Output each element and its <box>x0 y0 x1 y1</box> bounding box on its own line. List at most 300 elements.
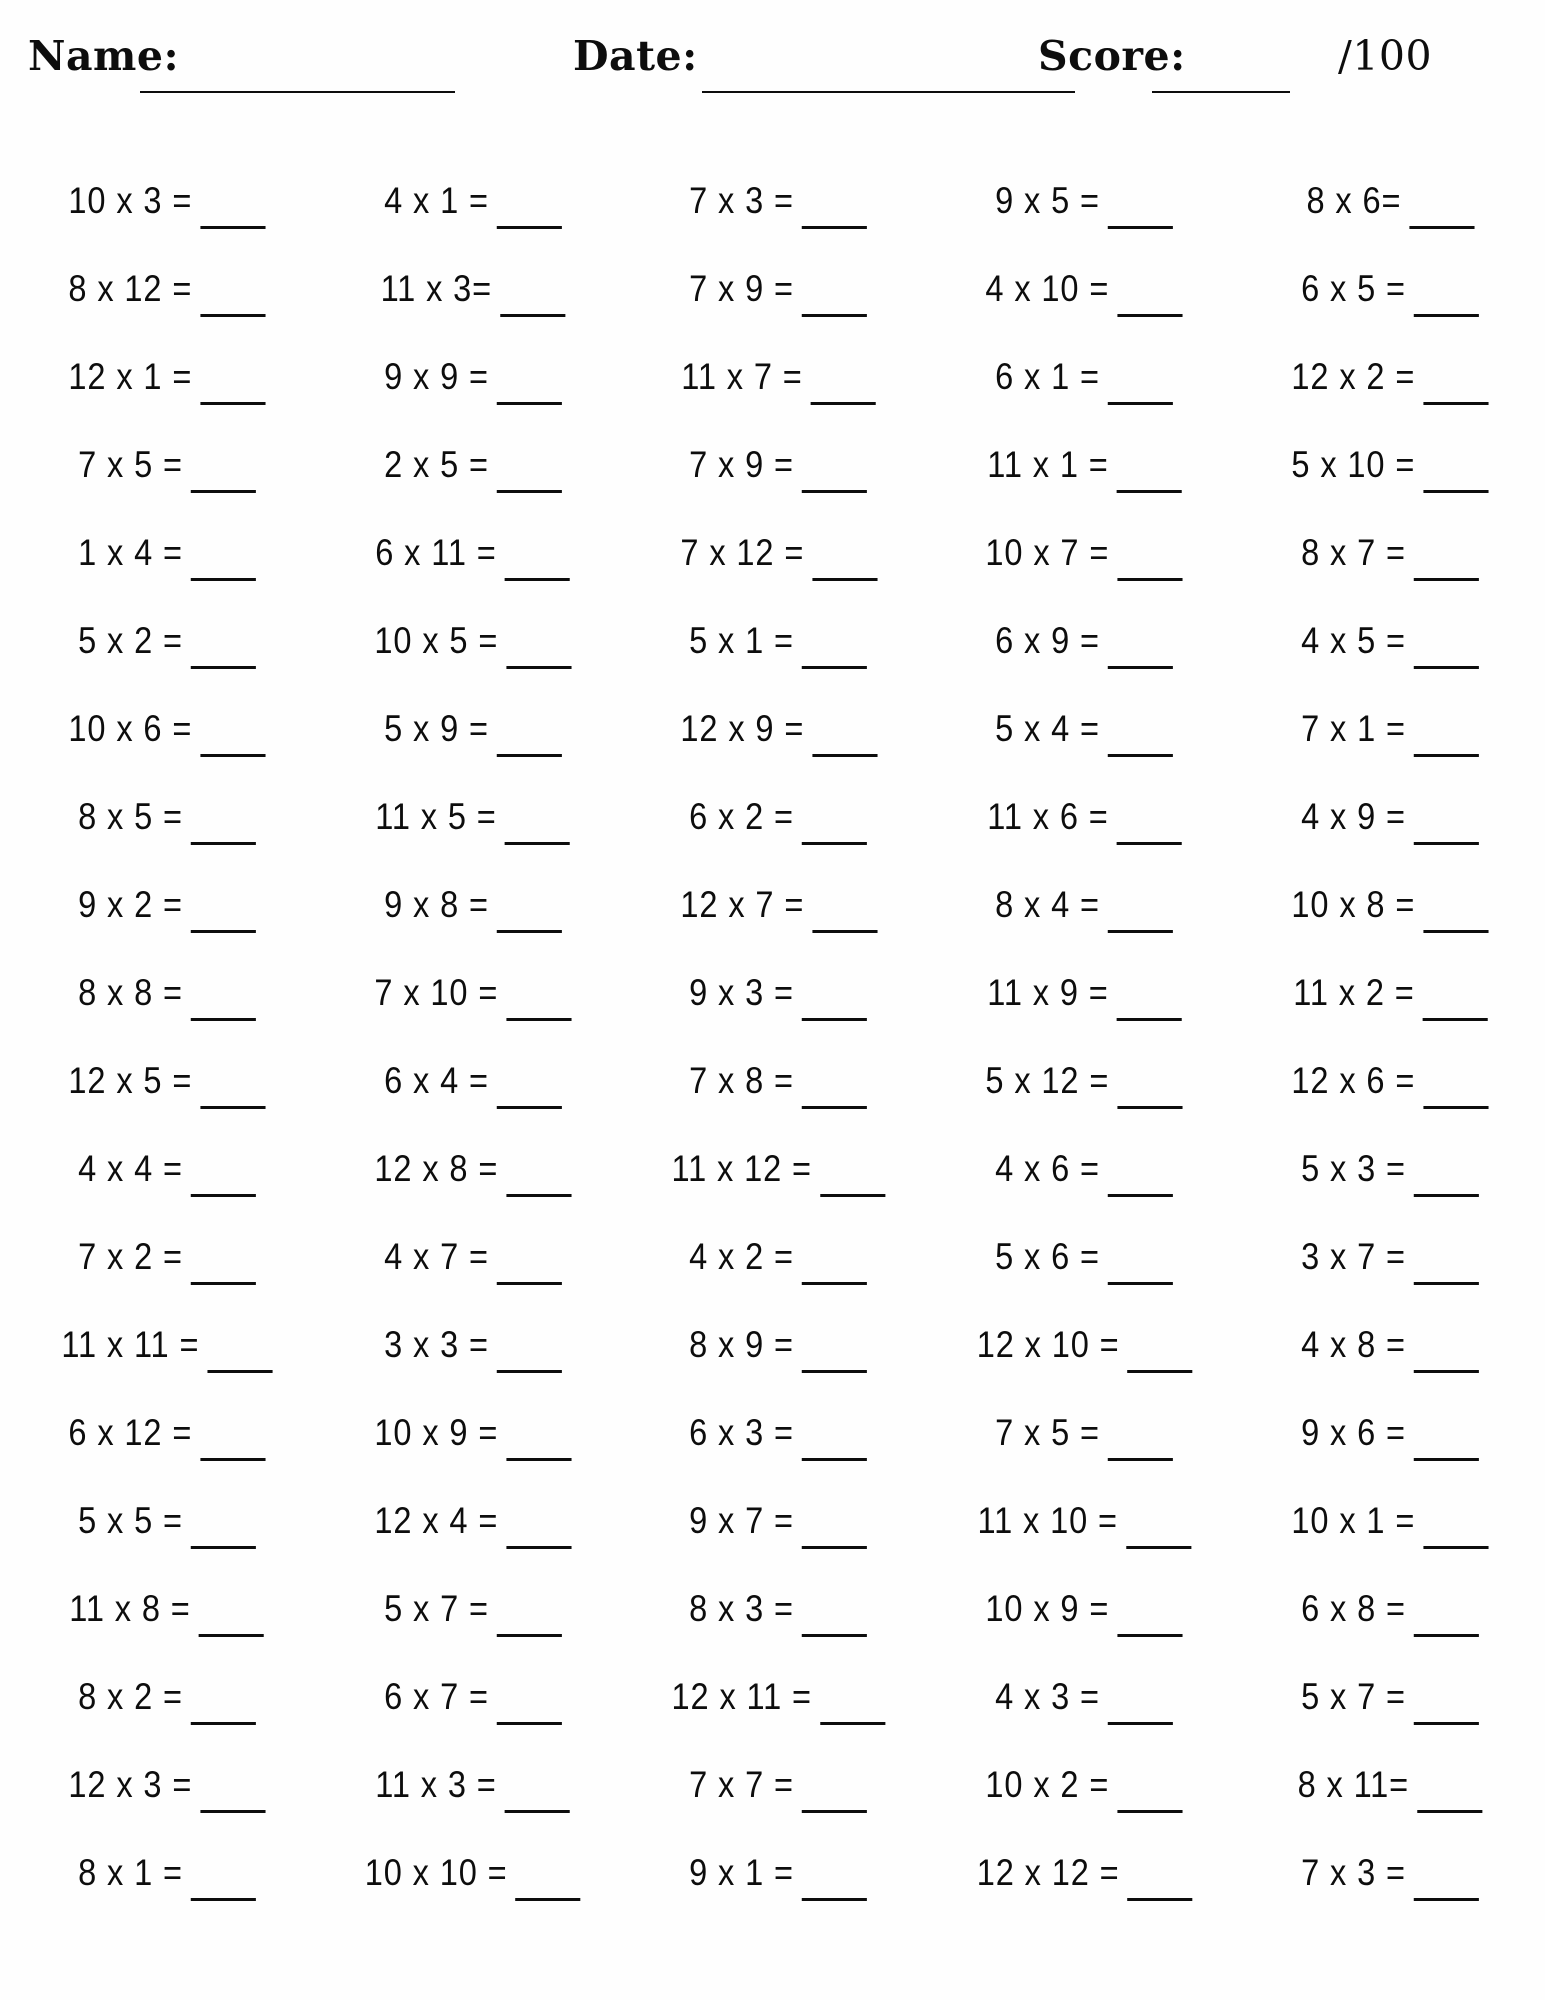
score-label: Score: <box>1038 32 1186 80</box>
answer-blank[interactable] <box>1108 666 1173 669</box>
problem-cell <box>1278 444 1502 493</box>
problem-text: 6 x 5 = <box>1301 267 1406 309</box>
problem-cell <box>667 532 891 581</box>
problem-cell <box>677 1852 879 1901</box>
problem-cell <box>55 1412 279 1461</box>
answer-blank[interactable] <box>497 1722 562 1725</box>
problem-text: 3 x 7 = <box>1301 1235 1406 1277</box>
problem-cell <box>1289 532 1491 581</box>
answer-blank[interactable] <box>1116 1018 1181 1021</box>
answer-blank[interactable] <box>1108 754 1173 757</box>
problem-cell <box>677 1764 879 1813</box>
problem-text: 4 x 6 = <box>995 1147 1101 1189</box>
problem-text: 12 x 10 = <box>976 1323 1120 1365</box>
answer-blank[interactable] <box>802 1898 867 1901</box>
answer-blank[interactable] <box>1423 490 1488 493</box>
answer-blank[interactable] <box>200 754 265 757</box>
problem-text: 6 x 2 = <box>689 795 795 837</box>
problem-cell <box>677 972 879 1021</box>
problem-cell <box>1289 1852 1491 1901</box>
answer-blank[interactable] <box>1118 1634 1183 1637</box>
problem-text: 2 x 5 = <box>383 443 489 485</box>
problem-text: 7 x 1 = <box>1301 707 1406 749</box>
answer-blank[interactable] <box>1414 754 1479 757</box>
problem-text: 12 x 7 = <box>680 883 804 925</box>
problem-text: 5 x 4 = <box>995 707 1101 749</box>
answer-blank[interactable] <box>1108 1282 1173 1285</box>
problem-text: 4 x 4 = <box>77 1147 183 1189</box>
problem-text: 5 x 6 = <box>995 1235 1101 1277</box>
answer-blank[interactable] <box>1423 930 1488 933</box>
problem-text: 11 x 9 = <box>987 971 1109 1013</box>
problem-cell <box>983 180 1185 229</box>
problem-text: 12 x 4 = <box>374 1499 499 1541</box>
answer-blank[interactable] <box>1414 314 1479 317</box>
answer-blank[interactable] <box>1108 402 1173 405</box>
answer-blank[interactable] <box>1423 1546 1488 1549</box>
problem-text: 6 x 8 = <box>1301 1587 1406 1629</box>
answer-blank[interactable] <box>1414 578 1479 581</box>
answer-blank[interactable] <box>506 666 571 669</box>
answer-blank[interactable] <box>802 1282 867 1285</box>
problem-cell <box>1278 1060 1502 1109</box>
problem-cell <box>55 1764 279 1813</box>
problem-cell <box>1278 1500 1502 1549</box>
answer-blank[interactable] <box>1414 1282 1479 1285</box>
answer-blank[interactable] <box>802 1370 867 1373</box>
problem-cell <box>1289 620 1491 669</box>
problem-text: 4 x 10 = <box>985 267 1110 309</box>
problem-cell <box>1295 180 1486 229</box>
problem-text: 7 x 9 = <box>689 267 795 309</box>
problem-text: 4 x 3 = <box>995 1675 1101 1717</box>
problem-text: 12 x 9 = <box>680 707 804 749</box>
answer-blank[interactable] <box>1414 1370 1479 1373</box>
answer-blank[interactable] <box>802 1018 867 1021</box>
problem-text: 7 x 8 = <box>689 1059 795 1101</box>
answer-blank[interactable] <box>191 1722 256 1725</box>
problem-text: 8 x 7 = <box>1301 531 1406 573</box>
problem-cell <box>668 356 889 405</box>
problem-text: 4 x 2 = <box>689 1235 795 1277</box>
problem-text: 9 x 7 = <box>689 1499 795 1541</box>
problem-text: 5 x 10 = <box>1291 443 1416 485</box>
problem-text: 11 x 12 = <box>671 1147 813 1189</box>
problem-cell <box>55 356 279 405</box>
problem-text: 3 x 3 = <box>383 1323 489 1365</box>
answer-blank[interactable] <box>500 314 565 317</box>
answer-blank[interactable] <box>1108 1458 1173 1461</box>
answer-blank[interactable] <box>505 578 570 581</box>
date-label: Date: <box>573 32 698 80</box>
problem-cell <box>677 1412 879 1461</box>
answer-blank[interactable] <box>802 842 867 845</box>
problem-cell <box>372 1676 574 1725</box>
problem-text: 5 x 9 = <box>383 707 489 749</box>
score-write-in-line[interactable] <box>1152 91 1290 93</box>
problem-text: 5 x 1 = <box>689 619 795 661</box>
answer-blank[interactable] <box>191 1282 256 1285</box>
problem-text: 8 x 9 = <box>689 1323 795 1365</box>
answer-blank[interactable] <box>515 1898 580 1901</box>
problem-cell <box>66 884 268 933</box>
problem-cell <box>372 1236 574 1285</box>
problem-text: 5 x 5 = <box>77 1499 183 1541</box>
problem-text: 5 x 7 = <box>1301 1675 1406 1717</box>
problem-cell <box>677 1588 879 1637</box>
problem-cell <box>362 532 583 581</box>
answer-blank[interactable] <box>199 1634 264 1637</box>
problem-cell <box>1289 1148 1491 1197</box>
worksheet-header <box>0 0 1545 150</box>
problem-cell <box>1289 1236 1491 1285</box>
problem-text: 6 x 11 = <box>375 531 497 573</box>
problem-text: 9 x 8 = <box>383 883 489 925</box>
problem-cell <box>66 532 268 581</box>
problem-text: 8 x 2 = <box>77 1675 183 1717</box>
answer-blank[interactable] <box>802 1810 867 1813</box>
problem-text: 11 x 5 = <box>375 795 497 837</box>
problem-cell <box>677 180 879 229</box>
problem-cell <box>983 884 1185 933</box>
problem-cell <box>372 444 574 493</box>
problem-text: 4 x 8 = <box>1301 1323 1406 1365</box>
answer-blank[interactable] <box>1414 1722 1479 1725</box>
problem-text: 7 x 5 = <box>77 443 183 485</box>
problem-cell <box>66 1148 268 1197</box>
answer-blank[interactable] <box>802 490 867 493</box>
problem-cell <box>983 1676 1185 1725</box>
problem-text: 7 x 2 = <box>77 1235 183 1277</box>
answer-blank[interactable] <box>1414 1194 1479 1197</box>
answer-blank[interactable] <box>191 1898 256 1901</box>
problem-cell <box>1289 796 1491 845</box>
answer-blank[interactable] <box>191 490 256 493</box>
answer-blank[interactable] <box>1116 490 1181 493</box>
problem-cell <box>974 796 1195 845</box>
answer-blank[interactable] <box>505 1810 570 1813</box>
problem-cell <box>1289 1676 1491 1725</box>
problem-cell <box>372 884 574 933</box>
problem-text: 10 x 3 = <box>68 179 193 221</box>
problem-text: 11 x 6 = <box>987 795 1109 837</box>
problem-cell <box>1289 268 1491 317</box>
problem-cell <box>677 796 879 845</box>
answer-blank[interactable] <box>200 1810 265 1813</box>
answer-blank[interactable] <box>1108 1722 1173 1725</box>
problem-text: 6 x 3 = <box>689 1411 795 1453</box>
answer-blank[interactable] <box>1414 1458 1479 1461</box>
answer-blank[interactable] <box>1417 1810 1482 1813</box>
problem-cell <box>983 620 1185 669</box>
problem-cell <box>368 268 578 317</box>
answer-blank[interactable] <box>1118 1810 1183 1813</box>
problem-text: 7 x 7 = <box>689 1763 795 1805</box>
answer-blank[interactable] <box>1126 1546 1191 1549</box>
problem-cell <box>1289 708 1491 757</box>
problem-cell <box>657 1148 900 1197</box>
answer-blank[interactable] <box>1423 402 1488 405</box>
answer-blank[interactable] <box>802 1106 867 1109</box>
problem-text: 7 x 5 = <box>995 1411 1101 1453</box>
problem-cell <box>66 1236 268 1285</box>
problem-text: 5 x 3 = <box>1301 1147 1406 1189</box>
answer-blank[interactable] <box>200 226 265 229</box>
answer-blank[interactable] <box>1127 1370 1192 1373</box>
problem-text: 10 x 10 = <box>364 1851 508 1893</box>
name-label: Name: <box>28 32 180 80</box>
problem-text: 6 x 9 = <box>995 619 1101 661</box>
answer-blank[interactable] <box>497 930 562 933</box>
problem-text: 10 x 8 = <box>1291 883 1416 925</box>
problem-cell <box>66 972 268 1021</box>
problem-text: 11 x 11 = <box>61 1323 200 1365</box>
answer-blank[interactable] <box>1108 1194 1173 1197</box>
problem-text: 8 x 8 = <box>77 971 183 1013</box>
name-write-in-line[interactable] <box>140 91 455 93</box>
answer-blank[interactable] <box>1414 1634 1479 1637</box>
answer-blank[interactable] <box>812 930 877 933</box>
problem-text: 10 x 5 = <box>374 619 499 661</box>
answer-blank[interactable] <box>497 402 562 405</box>
answer-blank[interactable] <box>497 754 562 757</box>
problem-cell <box>677 444 879 493</box>
problem-text: 8 x 11= <box>1297 1763 1410 1805</box>
answer-blank[interactable] <box>191 842 256 845</box>
answer-blank[interactable] <box>200 1106 265 1109</box>
problem-cell <box>1289 1412 1491 1461</box>
problem-cell <box>983 1236 1185 1285</box>
answer-blank[interactable] <box>1409 226 1474 229</box>
answer-blank[interactable] <box>506 1458 571 1461</box>
answer-blank[interactable] <box>802 666 867 669</box>
problem-text: 9 x 9 = <box>383 355 489 397</box>
problem-text: 4 x 9 = <box>1301 795 1406 837</box>
problem-cell <box>963 1500 1206 1549</box>
problem-cell <box>677 268 879 317</box>
problem-text: 7 x 12 = <box>680 531 804 573</box>
answer-blank[interactable] <box>191 1194 256 1197</box>
problem-cell <box>983 708 1185 757</box>
problem-text: 11 x 7 = <box>681 355 803 397</box>
answer-blank[interactable] <box>207 1370 272 1373</box>
problem-text: 10 x 9 = <box>985 1587 1110 1629</box>
problem-text: 5 x 7 = <box>383 1587 489 1629</box>
problem-text: 4 x 5 = <box>1301 619 1406 661</box>
problem-text: 12 x 5 = <box>68 1059 193 1101</box>
problem-cell <box>362 796 583 845</box>
problem-text: 8 x 5 = <box>77 795 183 837</box>
answer-blank[interactable] <box>812 754 877 757</box>
problem-cell <box>972 532 1196 581</box>
problem-text: 7 x 3 = <box>689 179 795 221</box>
problem-text: 11 x 10 = <box>977 1499 1118 1541</box>
problem-text: 9 x 6 = <box>1301 1411 1406 1453</box>
problem-cell <box>372 356 574 405</box>
problem-cell <box>372 1324 574 1373</box>
problem-cell <box>66 444 268 493</box>
problem-cell <box>1278 356 1502 405</box>
problem-cell <box>667 708 891 757</box>
problem-cell <box>972 1588 1196 1637</box>
problem-cell <box>55 268 279 317</box>
problem-text: 12 x 8 = <box>374 1147 499 1189</box>
problem-text: 10 x 1 = <box>1291 1499 1416 1541</box>
problem-text: 10 x 7 = <box>985 531 1110 573</box>
answer-blank[interactable] <box>497 226 562 229</box>
problem-cell <box>677 1236 879 1285</box>
problem-cell <box>677 1324 879 1373</box>
answer-blank[interactable] <box>802 1458 867 1461</box>
answer-blank[interactable] <box>506 1546 571 1549</box>
problem-cell <box>983 1412 1185 1461</box>
problem-cell <box>972 1060 1196 1109</box>
problem-text: 12 x 11 = <box>671 1675 813 1717</box>
problem-text: 5 x 12 = <box>985 1059 1110 1101</box>
problem-text: 11 x 1 = <box>987 443 1109 485</box>
problem-cell <box>55 1060 279 1109</box>
problem-text: 8 x 6= <box>1306 179 1402 221</box>
answer-blank[interactable] <box>200 314 265 317</box>
answer-blank[interactable] <box>191 930 256 933</box>
answer-blank[interactable] <box>1127 1898 1192 1901</box>
score-denominator: /100 <box>1338 32 1433 80</box>
problem-cell <box>972 1764 1196 1813</box>
answer-blank[interactable] <box>1414 1898 1479 1901</box>
answer-blank[interactable] <box>497 1370 562 1373</box>
problem-cell <box>361 1500 585 1549</box>
problem-text: 11 x 2 = <box>1292 971 1415 1013</box>
problem-cell <box>372 180 574 229</box>
date-write-in-line[interactable] <box>702 91 1075 93</box>
problem-text: 6 x 12 = <box>68 1411 193 1453</box>
answer-blank[interactable] <box>497 490 562 493</box>
answer-blank[interactable] <box>1422 1018 1487 1021</box>
answer-blank[interactable] <box>811 402 876 405</box>
problem-text: 7 x 9 = <box>689 443 795 485</box>
answer-blank[interactable] <box>1118 314 1183 317</box>
answer-blank[interactable] <box>802 226 867 229</box>
answer-blank[interactable] <box>1414 666 1479 669</box>
answer-blank[interactable] <box>191 666 256 669</box>
answer-blank[interactable] <box>802 1546 867 1549</box>
answer-blank[interactable] <box>497 1634 562 1637</box>
problem-text: 12 x 2 = <box>1291 355 1416 397</box>
problem-cell <box>667 884 891 933</box>
problem-text: 12 x 12 = <box>976 1851 1120 1893</box>
problem-cell <box>56 1588 277 1637</box>
problem-text: 6 x 1 = <box>995 355 1101 397</box>
answer-blank[interactable] <box>1423 1106 1488 1109</box>
problem-cell <box>361 1148 585 1197</box>
problem-cell <box>361 972 585 1021</box>
problem-cell <box>55 180 279 229</box>
problem-text: 11 x 3 = <box>375 1763 497 1805</box>
problem-cell <box>962 1324 1207 1373</box>
problem-cell <box>677 1500 879 1549</box>
problem-cell <box>983 1148 1185 1197</box>
problem-cell <box>66 796 268 845</box>
answer-blank[interactable] <box>497 1282 562 1285</box>
problem-text: 4 x 1 = <box>383 179 489 221</box>
problem-cell <box>350 1852 595 1901</box>
problem-text: 7 x 10 = <box>374 971 499 1013</box>
problem-cell <box>372 1588 574 1637</box>
problem-cell <box>974 444 1195 493</box>
problem-text: 11 x 3= <box>380 267 492 309</box>
problem-cell <box>1278 884 1502 933</box>
problem-cell <box>47 1324 287 1373</box>
problem-text: 8 x 4 = <box>995 883 1101 925</box>
problems-grid <box>14 160 1543 1920</box>
answer-blank[interactable] <box>820 1722 885 1725</box>
answer-blank[interactable] <box>1116 842 1181 845</box>
answer-blank[interactable] <box>200 402 265 405</box>
problem-text: 10 x 6 = <box>68 707 193 749</box>
answer-blank[interactable] <box>200 1458 265 1461</box>
answer-blank[interactable] <box>1108 930 1173 933</box>
problem-cell <box>66 620 268 669</box>
problem-cell <box>1280 972 1501 1021</box>
problem-text: 9 x 2 = <box>77 883 183 925</box>
problem-cell <box>361 620 585 669</box>
problem-text: 10 x 9 = <box>374 1411 499 1453</box>
problem-text: 12 x 3 = <box>68 1763 193 1805</box>
problem-cell <box>983 356 1185 405</box>
problem-text: 5 x 2 = <box>77 619 183 661</box>
problem-text: 6 x 4 = <box>383 1059 489 1101</box>
problem-cell <box>962 1852 1207 1901</box>
answer-blank[interactable] <box>802 314 867 317</box>
answer-blank[interactable] <box>505 842 570 845</box>
answer-blank[interactable] <box>506 1018 571 1021</box>
problem-text: 9 x 1 = <box>689 1851 795 1893</box>
problem-cell <box>1285 1764 1495 1813</box>
answer-blank[interactable] <box>820 1194 885 1197</box>
answer-blank[interactable] <box>191 1546 256 1549</box>
answer-blank[interactable] <box>497 1106 562 1109</box>
answer-blank[interactable] <box>812 578 877 581</box>
problem-cell <box>974 972 1195 1021</box>
problem-cell <box>677 1060 879 1109</box>
problem-text: 6 x 7 = <box>383 1675 489 1717</box>
answer-blank[interactable] <box>1108 226 1173 229</box>
problem-text: 12 x 1 = <box>68 355 193 397</box>
answer-blank[interactable] <box>506 1194 571 1197</box>
problem-text: 8 x 1 = <box>77 1851 183 1893</box>
problem-cell <box>372 708 574 757</box>
answer-blank[interactable] <box>1414 842 1479 845</box>
problem-text: 12 x 6 = <box>1291 1059 1416 1101</box>
answer-blank[interactable] <box>1118 1106 1183 1109</box>
problem-text: 9 x 3 = <box>689 971 795 1013</box>
problem-text: 10 x 2 = <box>985 1763 1110 1805</box>
problem-cell <box>1289 1324 1491 1373</box>
problem-text: 7 x 3 = <box>1301 1851 1406 1893</box>
problem-cell <box>657 1676 900 1725</box>
problem-cell <box>66 1852 268 1901</box>
problem-text: 8 x 3 = <box>689 1587 795 1629</box>
answer-blank[interactable] <box>1118 578 1183 581</box>
problem-text: 11 x 8 = <box>69 1587 192 1629</box>
answer-blank[interactable] <box>191 578 256 581</box>
problem-cell <box>66 1500 268 1549</box>
answer-blank[interactable] <box>802 1634 867 1637</box>
problem-cell <box>1289 1588 1491 1637</box>
problem-cell <box>372 1060 574 1109</box>
answer-blank[interactable] <box>191 1018 256 1021</box>
problem-cell <box>66 1676 268 1725</box>
